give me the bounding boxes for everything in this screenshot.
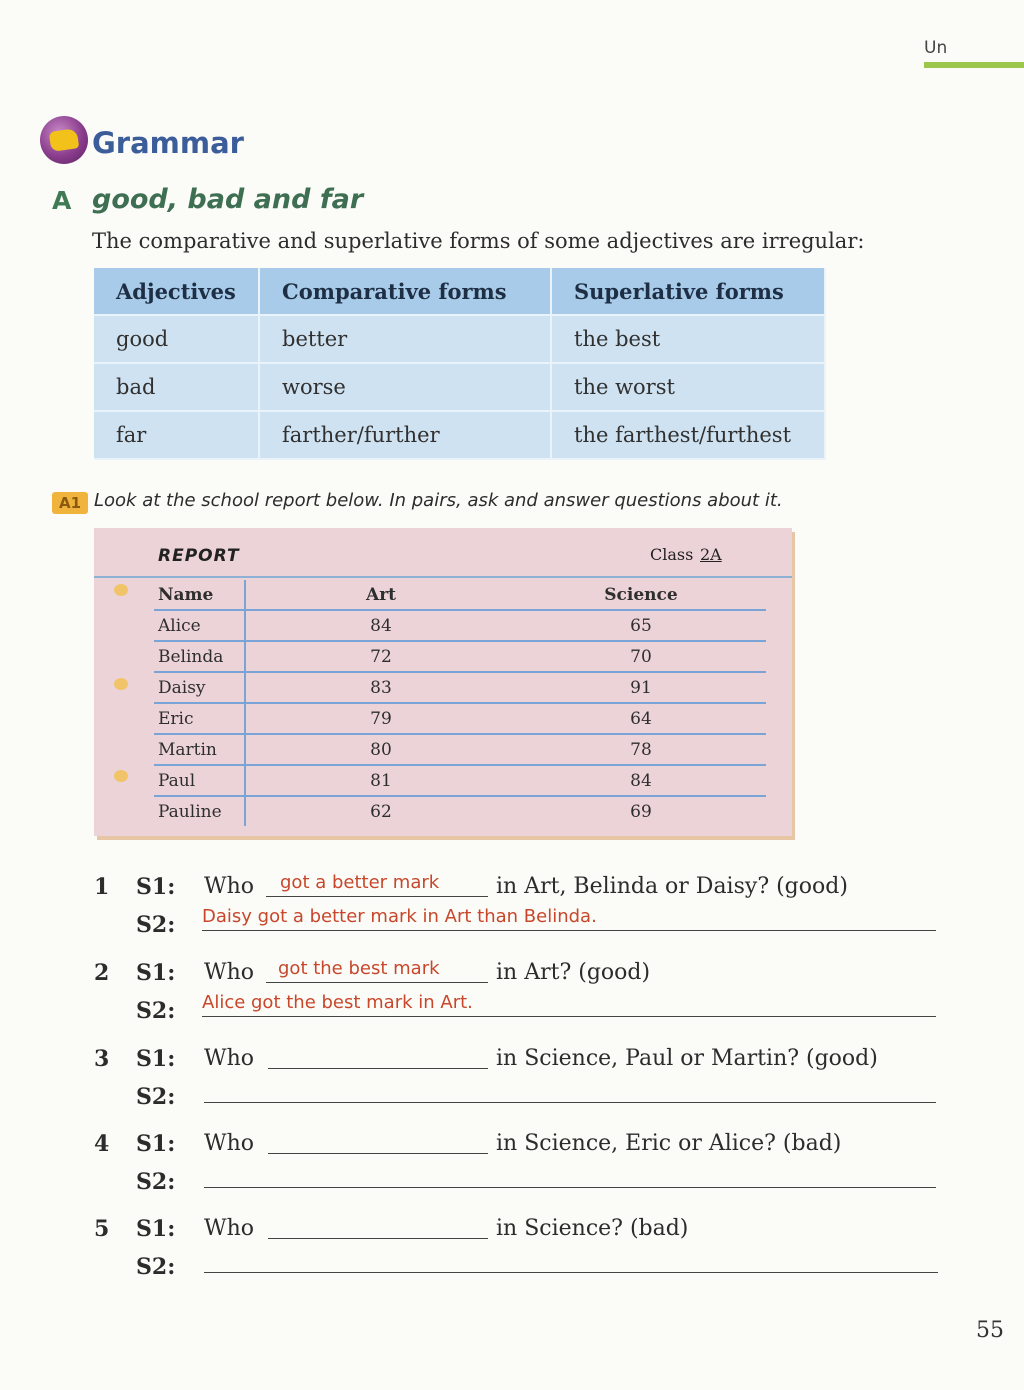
section-heading: Grammar bbox=[92, 126, 244, 160]
question-number: 2 bbox=[94, 960, 110, 986]
science-mark: 78 bbox=[516, 734, 766, 765]
student-name: Daisy bbox=[154, 672, 245, 703]
science-mark: 64 bbox=[516, 703, 766, 734]
response-line[interactable] bbox=[202, 992, 936, 1017]
question-number: 4 bbox=[94, 1131, 110, 1157]
section-title: good, bad and far bbox=[92, 184, 364, 215]
filled-answer: Alice got the best mark in Art. bbox=[202, 992, 473, 1013]
exercise-badge: A1 bbox=[52, 492, 88, 514]
art-mark: 80 bbox=[245, 734, 516, 765]
answer-blank[interactable] bbox=[268, 1129, 488, 1154]
table-cell: the best bbox=[551, 315, 825, 363]
column-header: Art bbox=[245, 580, 516, 610]
report-title: REPORT bbox=[158, 546, 240, 566]
question-who: Who bbox=[204, 960, 255, 985]
question-text: in Art, Belinda or Daisy? (good) bbox=[496, 874, 848, 899]
question-number: 3 bbox=[94, 1046, 110, 1072]
grammar-table bbox=[94, 268, 826, 460]
answer-blank[interactable] bbox=[266, 872, 488, 897]
table-cell: the worst bbox=[551, 363, 825, 411]
response-line[interactable] bbox=[202, 906, 936, 931]
question-number: 5 bbox=[94, 1216, 110, 1242]
question-text: in Science, Eric or Alice? (bad) bbox=[496, 1131, 842, 1156]
table-row bbox=[94, 315, 825, 363]
column-header: Comparative forms bbox=[259, 268, 551, 315]
table-cell: worse bbox=[259, 363, 551, 411]
column-header: Adjectives bbox=[94, 268, 259, 315]
speaker-label-s1: S1: bbox=[136, 1131, 176, 1157]
table-row bbox=[154, 796, 766, 826]
speaker-label-s1: S1: bbox=[136, 1046, 176, 1072]
binder-hole bbox=[114, 770, 128, 782]
table-cell: good bbox=[94, 315, 259, 363]
grammar-icon bbox=[40, 116, 88, 164]
table-header-row bbox=[154, 580, 766, 610]
art-mark: 81 bbox=[245, 765, 516, 796]
table-row bbox=[154, 672, 766, 703]
table-row bbox=[154, 610, 766, 641]
science-mark: 70 bbox=[516, 641, 766, 672]
table-cell: farther/further bbox=[259, 411, 551, 459]
speaker-label-s2: S2: bbox=[136, 1084, 176, 1110]
student-name: Alice bbox=[154, 610, 245, 641]
answer-blank[interactable] bbox=[268, 1214, 488, 1239]
student-name: Eric bbox=[154, 703, 245, 734]
question-text: in Science, Paul or Martin? (good) bbox=[496, 1046, 878, 1071]
question-text: in Science? (bad) bbox=[496, 1216, 689, 1241]
art-mark: 84 bbox=[245, 610, 516, 641]
question-who: Who bbox=[204, 1131, 255, 1156]
art-mark: 62 bbox=[370, 801, 392, 822]
table-row bbox=[94, 363, 825, 411]
art-mark: 83 bbox=[245, 672, 516, 703]
art-mark: 79 bbox=[245, 703, 516, 734]
section-letter: A bbox=[52, 186, 72, 215]
art-mark: 72 bbox=[245, 641, 516, 672]
table-row bbox=[154, 703, 766, 734]
divider bbox=[94, 576, 792, 578]
filled-answer: got a better mark bbox=[280, 872, 440, 893]
report-table bbox=[154, 580, 766, 826]
column-header: Name bbox=[154, 580, 245, 610]
question-text: in Art? (good) bbox=[496, 960, 651, 985]
answer-blank[interactable] bbox=[268, 1044, 488, 1069]
table-cell: far bbox=[94, 411, 259, 459]
exercise-instruction: Look at the school report below. In pairs, ask and answer questions about it. bbox=[94, 490, 783, 511]
response-line[interactable] bbox=[204, 1248, 938, 1273]
science-mark: 91 bbox=[516, 672, 766, 703]
science-mark: 65 bbox=[516, 610, 766, 641]
science-mark: 84 bbox=[516, 765, 766, 796]
question-who: Who bbox=[204, 1216, 255, 1241]
student-name: Martin bbox=[154, 734, 245, 765]
binder-hole bbox=[114, 584, 128, 596]
binder-hole bbox=[114, 678, 128, 690]
speaker-label-s2: S2: bbox=[136, 1254, 176, 1280]
intro-text: The comparative and superlative forms of some adjectives are irregular: bbox=[92, 229, 865, 253]
response-line[interactable] bbox=[204, 1078, 936, 1103]
table-row bbox=[94, 411, 825, 459]
table-row bbox=[154, 641, 766, 672]
question-who: Who bbox=[204, 874, 255, 899]
table-row bbox=[154, 765, 766, 796]
speaker-label-s2: S2: bbox=[136, 998, 176, 1024]
filled-answer: Daisy got a better mark in Art than Belinda. bbox=[202, 906, 597, 927]
answer-blank[interactable] bbox=[266, 958, 488, 983]
speaker-label-s2: S2: bbox=[136, 1169, 176, 1195]
table-cell: bad bbox=[94, 363, 259, 411]
table-header-row bbox=[94, 268, 825, 315]
table-cell: better bbox=[259, 315, 551, 363]
table-cell: the farthest/furthest bbox=[551, 411, 825, 459]
table-row bbox=[154, 734, 766, 765]
column-header: Superlative forms bbox=[551, 268, 825, 315]
speaker-label-s2: S2: bbox=[136, 912, 176, 938]
filled-answer: got the best mark bbox=[278, 958, 440, 979]
unit-tab-bar bbox=[924, 62, 1024, 68]
student-name: Paul bbox=[154, 765, 245, 796]
student-name: Belinda bbox=[154, 641, 245, 672]
column-header: Science bbox=[516, 580, 766, 610]
speaker-label-s1: S1: bbox=[136, 960, 176, 986]
student-name: Pauline bbox=[154, 796, 245, 826]
page-number: 55 bbox=[976, 1318, 1004, 1343]
response-line[interactable] bbox=[204, 1163, 936, 1188]
science-mark: 69 bbox=[630, 801, 652, 822]
speaker-label-s1: S1: bbox=[136, 874, 176, 900]
question-number: 1 bbox=[94, 874, 110, 900]
unit-tab: Un bbox=[924, 38, 948, 58]
question-who: Who bbox=[204, 1046, 255, 1071]
report-card bbox=[94, 528, 792, 836]
report-class-value: 2A bbox=[700, 545, 722, 564]
speaker-label-s1: S1: bbox=[136, 1216, 176, 1242]
report-class-label: Class bbox=[650, 545, 694, 564]
